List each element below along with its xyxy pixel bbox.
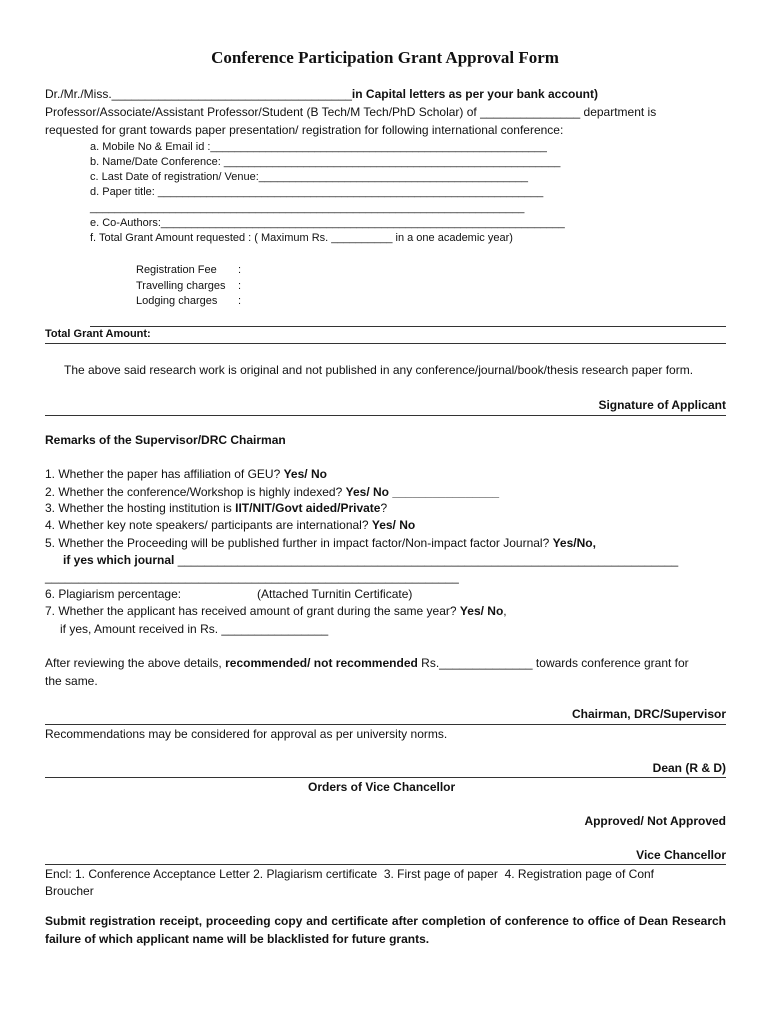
item-total-grant: f. Total Grant Amount requested : ( Maximum Rs. __________ in a one academic year) [90, 232, 513, 244]
designation-line: Professor/Associate/Assistant Professor/Student (B Tech/M Tech/PhD Scholar) of _______________ department is [45, 105, 657, 119]
footer-note: Submit registration receipt, proceeding copy and certificate after completion of conference to office of Dean Research failure of which applicant name will be blacklisted for future grants. [45, 914, 726, 946]
enclosures-line-1: Encl: 1. Conference Acceptance Letter 2. Plagiarism certificate 3. First page of paper 4. Registration page of Conf [45, 867, 654, 881]
question-1 [45, 467, 327, 481]
section-divider [45, 415, 726, 416]
review-text: After reviewing the above details, [45, 656, 226, 670]
total-divider [90, 326, 726, 327]
total-underline [45, 343, 726, 344]
name-prefix: Dr./Mr./Miss.____________________________________ [45, 87, 352, 101]
chairman-divider [45, 724, 726, 725]
dean-divider [45, 777, 726, 778]
charge-lodging-colon: : [238, 295, 242, 307]
vc-heading: Orders of Vice Chancellor [308, 780, 456, 794]
enclosures-line-2: Broucher [45, 884, 94, 898]
question-7 [45, 604, 507, 618]
q5-journal-label: if yes which journal [63, 553, 175, 567]
question-5-journal [63, 553, 678, 567]
question-4 [45, 518, 415, 532]
charge-registration-colon: : [238, 264, 242, 276]
item-paper-title: d. Paper title: _______________________________________________________________ [90, 186, 544, 198]
charge-travel-colon: : [238, 280, 242, 292]
item-paper-title-cont: _______________________________________________________________________ [90, 202, 525, 214]
q1-options: Yes/ No [283, 467, 327, 481]
declaration-text: The above said research work is original and not published in any conference/journal/book/thesis research paper form. [64, 363, 694, 377]
q3-text: 3. Whether the hosting institution is [45, 501, 236, 515]
recommendation-note: Recommendations may be considered for approval as per university norms. [45, 727, 448, 741]
remarks-heading: Remarks of the Supervisor/DRC Chairman [45, 433, 286, 447]
request-line: requested for grant towards paper presentation/ registration for following international conference: [45, 123, 564, 137]
chairman-signature: Chairman, DRC/Supervisor [571, 707, 726, 721]
charge-travel-label: Travelling charges [136, 280, 226, 292]
q2-text: 2. Whether the conference/Workshop is highly indexed? [45, 485, 346, 499]
question-5-journal-cont: ______________________________________________________________ [45, 570, 459, 584]
q2-options: Yes/ No ________________ [345, 485, 500, 499]
charge-lodging-label: Lodging charges [136, 295, 218, 307]
vc-signature: Vice Chancellor [636, 848, 726, 862]
item-registration-venue: c. Last Date of registration/ Venue:____________________________________________ [90, 171, 528, 183]
dean-signature: Dean (R & D) [652, 761, 726, 775]
approval-status: Approved/ Not Approved [584, 814, 726, 828]
review-options: recommended/ not recommended [225, 656, 418, 670]
item-co-authors: e. Co-Authors:__________________________________________________________________ [90, 217, 565, 229]
question-5 [45, 536, 596, 550]
q5-journal-line: ___________________________________________________________________________ [174, 553, 679, 567]
name-note: in Capital letters as per your bank account) [351, 87, 598, 101]
review-line-2: the same. [45, 674, 98, 688]
question-6-note: (Attached Turnitin Certificate) [257, 587, 413, 601]
review-line [45, 656, 689, 670]
charge-registration-label: Registration Fee [136, 264, 217, 276]
question-7-amount: if yes, Amount received in Rs. ________________ [60, 622, 329, 636]
q3-end: ? [380, 501, 388, 515]
q3-options: IIT/NIT/Govt aided/Private [235, 501, 381, 515]
review-amount: Rs.______________ towards conference grant for [417, 656, 689, 670]
q7-options: Yes/ No [459, 604, 504, 618]
q1-text: 1. Whether the paper has affiliation of GEU? [45, 467, 284, 481]
item-conference: b. Name/Date Conference: _______________________________________________________ [90, 156, 561, 168]
q7-end: , [503, 604, 507, 618]
question-2 [45, 485, 499, 499]
total-grant-label: Total Grant Amount: [45, 328, 151, 340]
q5-text: 5. Whether the Proceeding will be published further in impact factor/Non-impact factor Journal? [45, 536, 553, 550]
q7-text: 7. Whether the applicant has received amount of grant during the same year? [45, 604, 460, 618]
vc-divider [45, 864, 726, 865]
signature-applicant: Signature of Applicant [598, 398, 726, 412]
q4-text: 4. Whether key note speakers/ participants are international? [45, 518, 372, 532]
question-6: 6. Plagiarism percentage: [45, 587, 182, 601]
item-mobile-email: a. Mobile No & Email id :_______________________________________________________ [90, 141, 547, 153]
form-title: Conference Participation Grant Approval Form [211, 48, 559, 67]
q4-options: Yes/ No [371, 518, 416, 532]
applicant-name-line [45, 87, 598, 101]
question-3 [45, 501, 387, 515]
q5-options: Yes/No, [552, 536, 596, 550]
